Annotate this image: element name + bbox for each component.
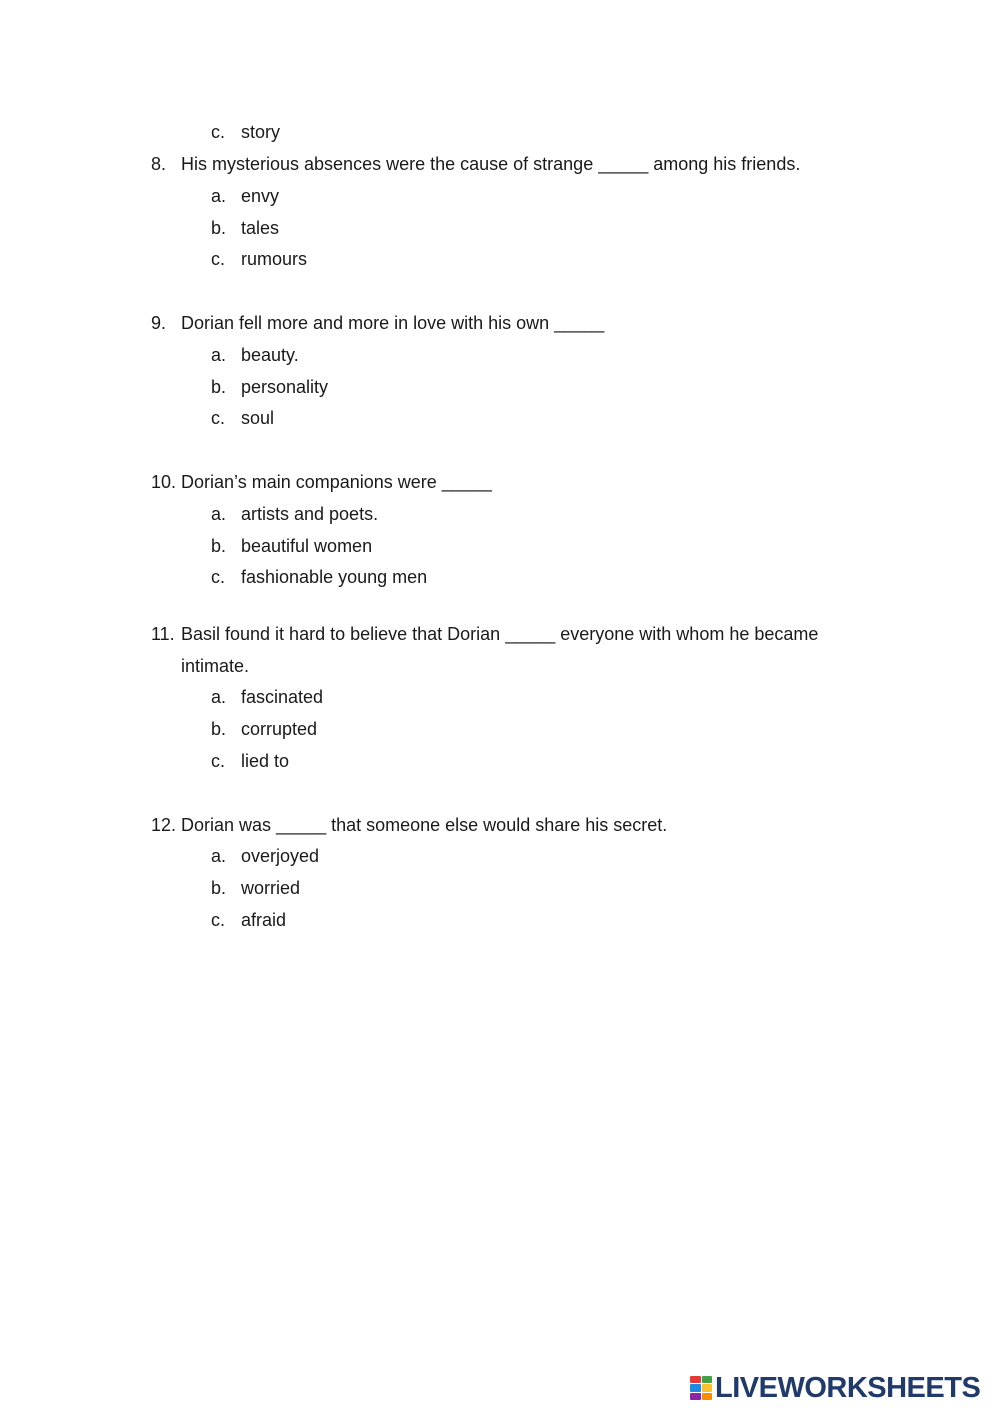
option-text: corrupted bbox=[241, 719, 318, 739]
option-letter: c. bbox=[211, 249, 226, 269]
question-text: Dorian fell more and more in love with his own _____ bbox=[181, 313, 605, 333]
liveworksheets-logo bbox=[690, 1372, 980, 1404]
option-letter: b. bbox=[211, 878, 227, 898]
logo-mark-tile bbox=[702, 1376, 713, 1383]
question-text: His mysterious absences were the cause of strange _____ among his friends. bbox=[181, 154, 801, 174]
question-number: 8. bbox=[151, 154, 167, 174]
option-letter: a. bbox=[211, 186, 227, 206]
option-text: rumours bbox=[241, 249, 308, 269]
option-text: personality bbox=[241, 377, 329, 397]
logo-wordmark: LIVEWORKSHEETS bbox=[715, 1372, 981, 1404]
option-letter: b. bbox=[211, 377, 227, 397]
option-letter: b. bbox=[211, 218, 227, 238]
logo-mark-tile bbox=[690, 1384, 701, 1391]
option-letter: c. bbox=[211, 910, 226, 930]
option-text: fascinated bbox=[241, 687, 324, 707]
question-number: 11. bbox=[151, 624, 175, 644]
question-text-wrap: intimate. bbox=[181, 656, 250, 676]
option-letter: c. bbox=[211, 567, 226, 587]
logo-mark-tile bbox=[690, 1393, 701, 1400]
logo-mark-tile bbox=[702, 1393, 713, 1400]
option-text: afraid bbox=[241, 910, 287, 930]
question-text: Dorian was _____ that someone else would share his secret. bbox=[181, 815, 668, 835]
logo-mark-tile bbox=[690, 1376, 701, 1383]
option-letter: b. bbox=[211, 536, 227, 556]
option-text: soul bbox=[241, 408, 275, 428]
option-text: overjoyed bbox=[241, 846, 320, 866]
option-text: lied to bbox=[241, 751, 290, 771]
option-letter: c. bbox=[211, 122, 226, 142]
question-number: 9. bbox=[151, 313, 167, 333]
question-text: Dorian’s main companions were _____ bbox=[181, 472, 492, 492]
option-text: story bbox=[241, 122, 281, 142]
option-text: artists and poets. bbox=[241, 504, 379, 524]
option-letter: a. bbox=[211, 687, 227, 707]
logo-mark-icon bbox=[690, 1376, 712, 1400]
logo-mark-tile bbox=[702, 1384, 713, 1391]
option-text: beautiful women bbox=[241, 536, 373, 556]
question-text: Basil found it hard to believe that Dorian _____ everyone with whom he became bbox=[181, 624, 819, 644]
option-letter: c. bbox=[211, 408, 226, 428]
option-letter: a. bbox=[211, 846, 227, 866]
question-number: 12. bbox=[151, 815, 177, 835]
option-text: beauty. bbox=[241, 345, 299, 365]
option-letter: c. bbox=[211, 751, 226, 771]
question-number: 10. bbox=[151, 472, 177, 492]
option-text: fashionable young men bbox=[241, 567, 428, 587]
option-letter: b. bbox=[211, 719, 227, 739]
option-text: worried bbox=[241, 878, 301, 898]
option-letter: a. bbox=[211, 504, 227, 524]
option-text: tales bbox=[241, 218, 280, 238]
option-letter: a. bbox=[211, 345, 227, 365]
option-text: envy bbox=[241, 186, 280, 206]
